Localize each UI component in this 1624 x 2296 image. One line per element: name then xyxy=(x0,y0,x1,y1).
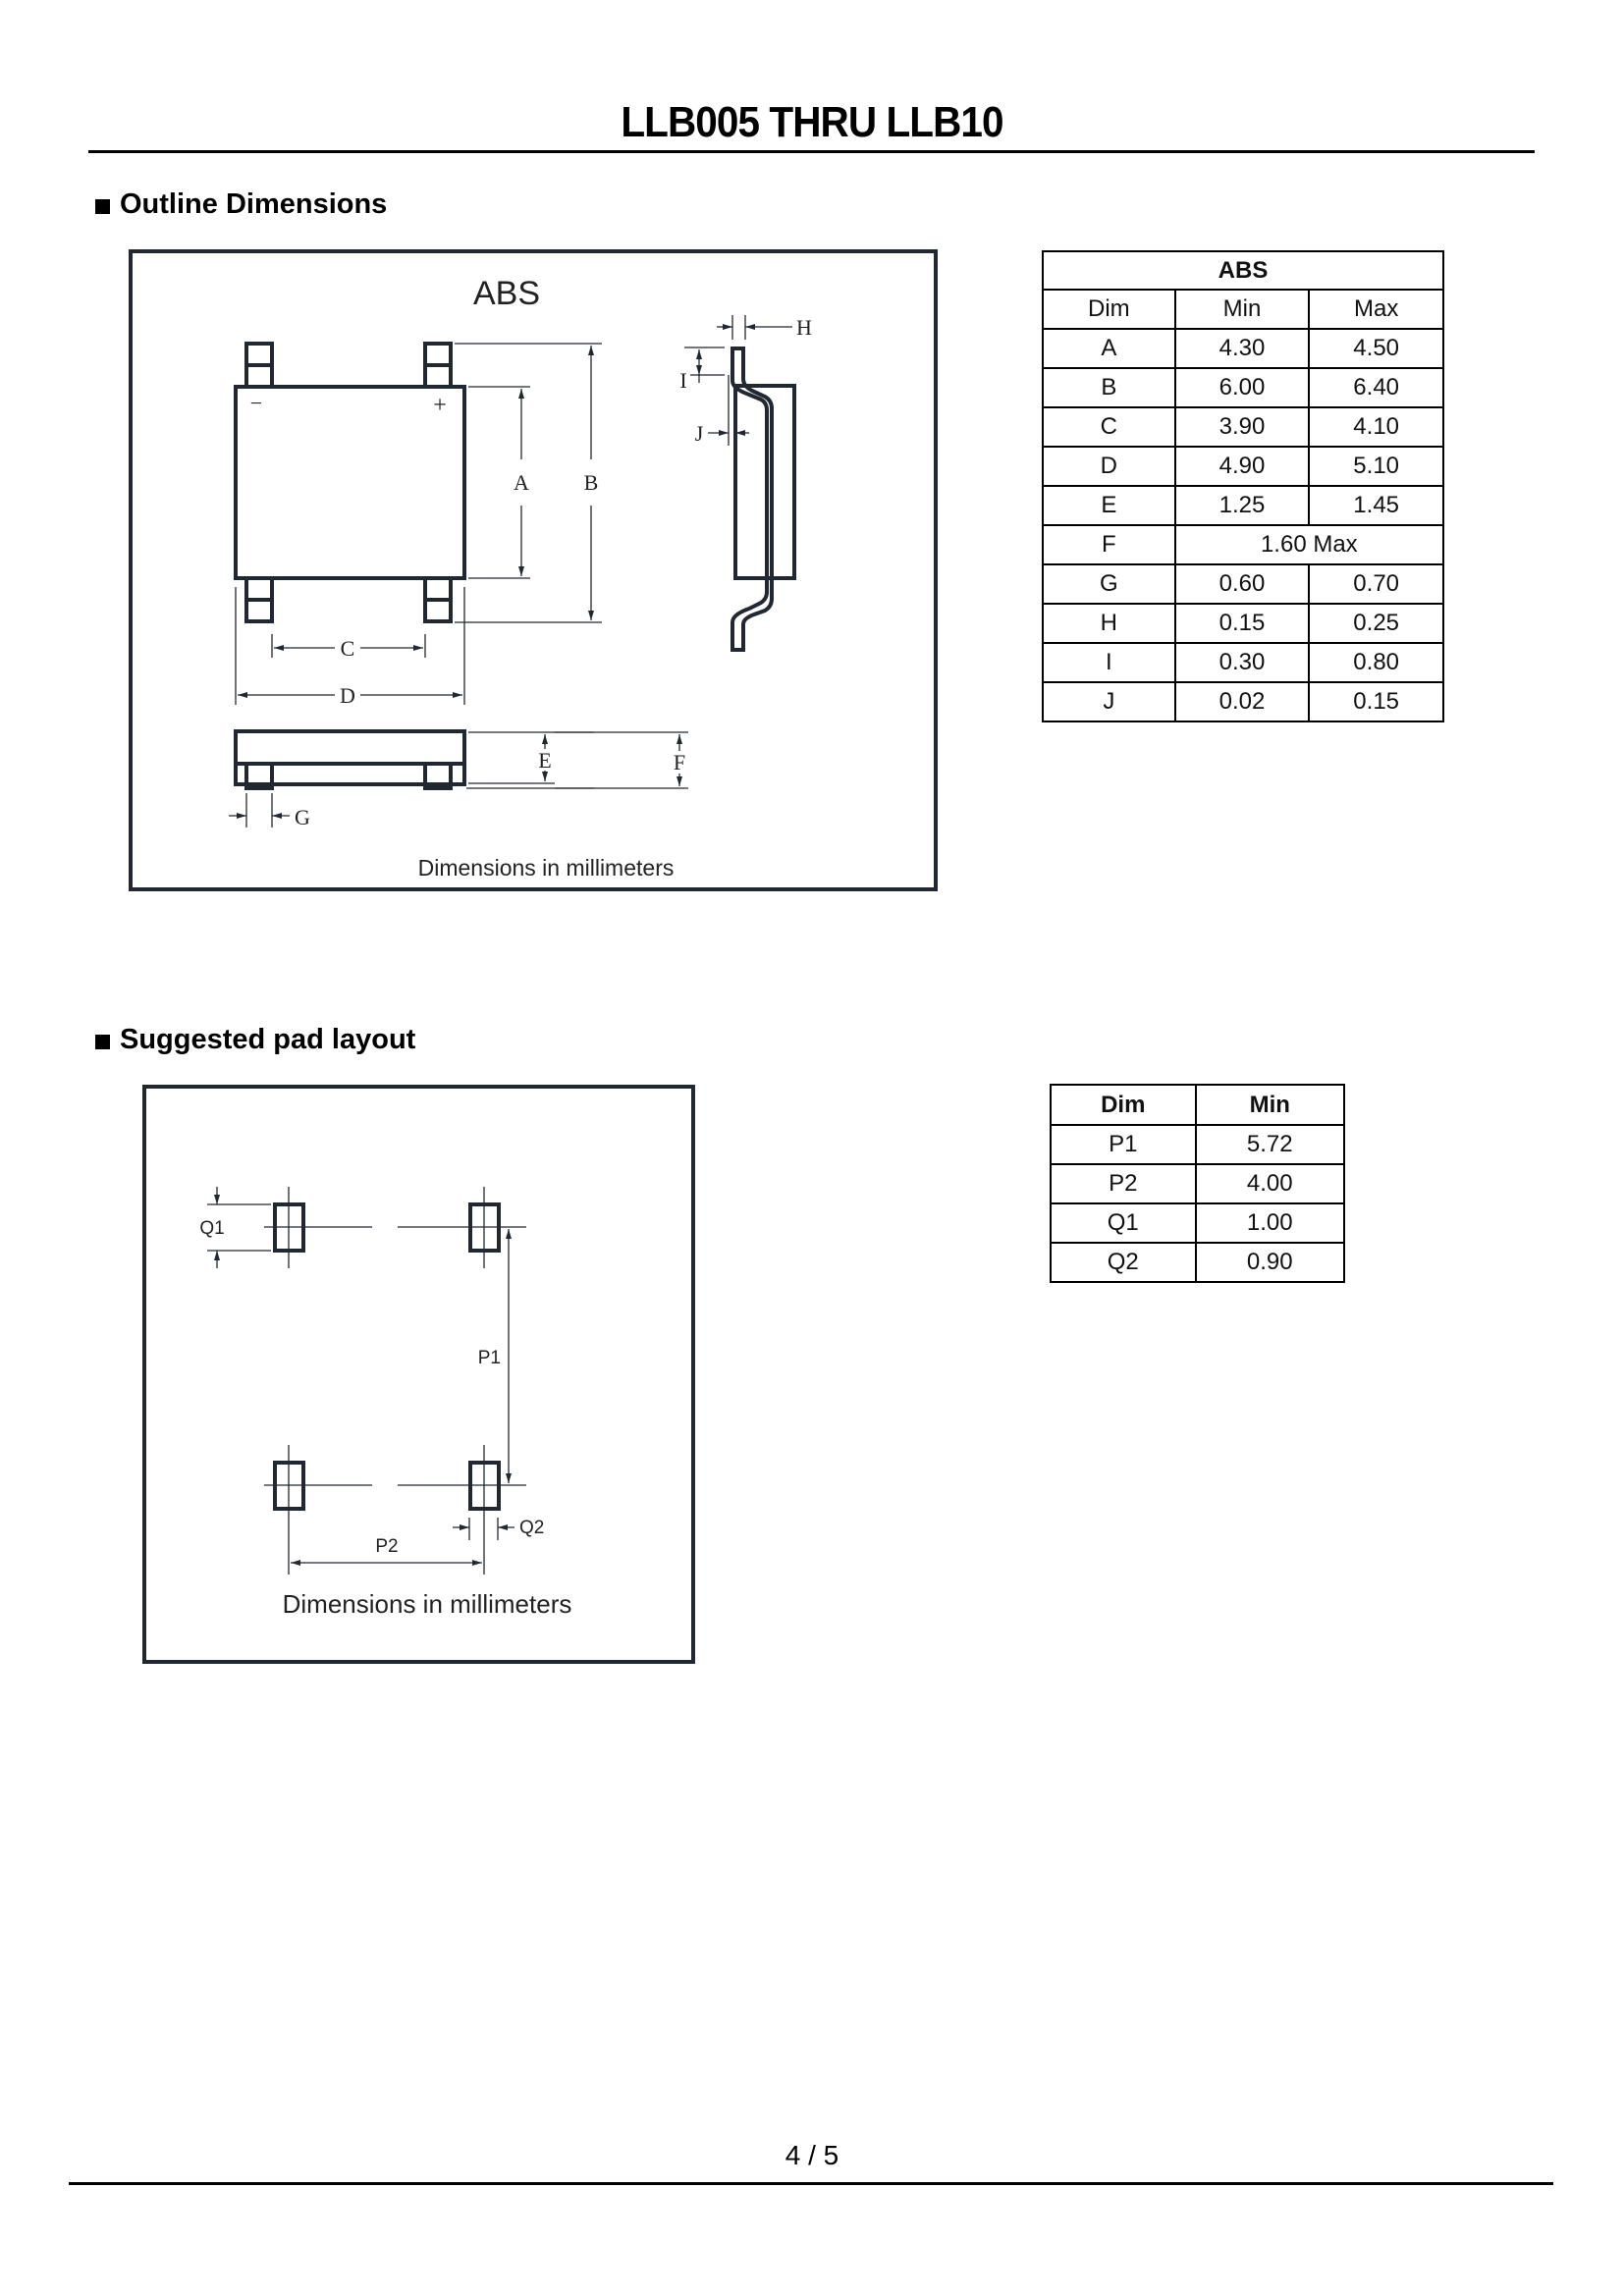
cell-max: 4.50 xyxy=(1309,329,1443,368)
cell-max: 0.80 xyxy=(1309,643,1443,682)
table-row xyxy=(1043,682,1443,721)
dim-label-p2: P2 xyxy=(375,1536,399,1557)
table-header-row xyxy=(1043,290,1443,329)
header-rule xyxy=(88,150,1535,153)
pad-dimensions-table xyxy=(1050,1084,1345,1283)
table-row xyxy=(1043,564,1443,604)
cell-dim: P2 xyxy=(1051,1164,1196,1203)
cell-dim: A xyxy=(1043,329,1175,368)
dim-label-f: F xyxy=(673,750,686,774)
page-number: 4 / 5 xyxy=(785,2140,839,2170)
outline-caption: Dimensions in millimeters xyxy=(417,855,675,881)
outline-drawing xyxy=(129,249,938,891)
cell-dim: F xyxy=(1043,525,1175,564)
cell-dim: Q1 xyxy=(1051,1203,1196,1243)
cell-min: 0.15 xyxy=(1175,604,1310,643)
cell-min: 0.02 xyxy=(1175,682,1310,721)
table-row xyxy=(1043,486,1443,525)
table-row xyxy=(1043,447,1443,486)
pad-layout-drawing xyxy=(142,1085,695,1664)
pad-caption: Dimensions in millimeters xyxy=(282,1589,572,1619)
page-title: LLB005 THRU LLB10 xyxy=(621,98,1003,146)
cell-max: 5.10 xyxy=(1309,447,1443,486)
table-row xyxy=(1051,1164,1344,1203)
cell-min: 3.90 xyxy=(1175,407,1310,447)
section-heading-outline-text: Outline Dimensions xyxy=(120,188,388,220)
table-header-row xyxy=(1051,1085,1344,1125)
cell-min: 4.90 xyxy=(1175,447,1310,486)
section-heading-pad xyxy=(95,1024,415,1056)
pad-layout-svg xyxy=(146,1089,699,1668)
square-bullet-icon xyxy=(95,1035,110,1049)
cell-dim: E xyxy=(1043,486,1175,525)
dim-label-h: H xyxy=(796,315,812,340)
cell-dim: D xyxy=(1043,447,1175,486)
cell-min: 6.00 xyxy=(1175,368,1310,407)
section-heading-outline xyxy=(95,188,387,221)
polarity-minus-label: − xyxy=(249,391,263,415)
table-row xyxy=(1043,604,1443,643)
table-row xyxy=(1043,407,1443,447)
cell-dim: J xyxy=(1043,682,1175,721)
cell-dim: G xyxy=(1043,564,1175,604)
cell-max: 0.70 xyxy=(1309,564,1443,604)
cell-min: 0.90 xyxy=(1196,1243,1345,1282)
cell-max: 4.10 xyxy=(1309,407,1443,447)
section-heading-pad-text: Suggested pad layout xyxy=(120,1024,416,1055)
dim-label-b: B xyxy=(583,470,599,495)
dim-label-q1: Q1 xyxy=(199,1218,225,1239)
dim-label-q2: Q2 xyxy=(519,1518,545,1538)
table-row xyxy=(1051,1243,1344,1282)
outline-dimensions-table xyxy=(1042,250,1444,722)
package-label: ABS xyxy=(472,275,541,312)
cell-dim: I xyxy=(1043,643,1175,682)
cell-dim: Q2 xyxy=(1051,1243,1196,1282)
column-header-min: Min xyxy=(1175,290,1310,329)
table-row xyxy=(1051,1125,1344,1164)
square-bullet-icon xyxy=(95,199,110,214)
column-header-dim: Dim xyxy=(1043,290,1175,329)
column-header-dim: Dim xyxy=(1051,1085,1196,1125)
dim-label-i: I xyxy=(679,368,687,393)
column-header-min: Min xyxy=(1196,1085,1345,1125)
table-title-row xyxy=(1043,251,1443,290)
cell-merged: 1.60 Max xyxy=(1175,525,1443,564)
table-row xyxy=(1043,329,1443,368)
dim-label-j: J xyxy=(694,421,704,446)
cell-max: 0.15 xyxy=(1309,682,1443,721)
cell-max: 6.40 xyxy=(1309,368,1443,407)
dim-label-a: A xyxy=(514,470,529,495)
dim-label-e: E xyxy=(538,748,552,773)
outline-drawing-svg xyxy=(133,253,942,895)
cell-min: 0.60 xyxy=(1175,564,1310,604)
table-title: ABS xyxy=(1043,251,1443,290)
dim-label-g: G xyxy=(295,805,310,829)
cell-dim: B xyxy=(1043,368,1175,407)
table-row xyxy=(1051,1203,1344,1243)
cell-dim: C xyxy=(1043,407,1175,447)
dim-label-c: C xyxy=(340,636,355,661)
dim-label-p1: P1 xyxy=(477,1348,501,1368)
cell-min: 4.00 xyxy=(1196,1164,1345,1203)
cell-min: 1.00 xyxy=(1196,1203,1345,1243)
table-row xyxy=(1043,525,1443,564)
cell-min: 0.30 xyxy=(1175,643,1310,682)
dim-label-d: D xyxy=(340,683,355,708)
cell-min: 1.25 xyxy=(1175,486,1310,525)
polarity-plus-label: + xyxy=(433,393,447,418)
table-row xyxy=(1043,368,1443,407)
table-row xyxy=(1043,643,1443,682)
column-header-max: Max xyxy=(1309,290,1443,329)
cell-dim: P1 xyxy=(1051,1125,1196,1164)
cell-max: 0.25 xyxy=(1309,604,1443,643)
cell-dim: H xyxy=(1043,604,1175,643)
footer-rule xyxy=(69,2182,1553,2185)
cell-min: 5.72 xyxy=(1196,1125,1345,1164)
cell-min: 4.30 xyxy=(1175,329,1310,368)
cell-max: 1.45 xyxy=(1309,486,1443,525)
